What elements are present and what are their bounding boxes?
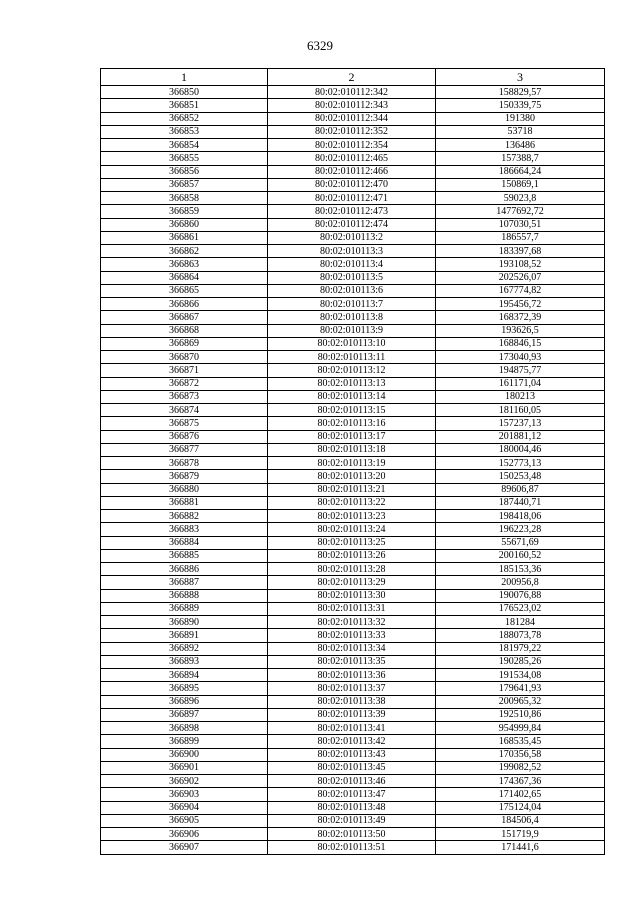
value-cell: 170356,58	[436, 748, 605, 761]
cadastral-number-cell: 80:02:010112:474	[268, 218, 436, 231]
value-cell: 53718	[436, 125, 605, 138]
value-cell: 180213	[436, 390, 605, 403]
cadastral-number-cell: 80:02:010113:23	[268, 510, 436, 523]
record-number-cell: 366850	[101, 86, 268, 99]
table-row	[101, 748, 605, 761]
table-row	[101, 602, 605, 615]
table-row	[101, 351, 605, 364]
cadastral-number-cell: 80:02:010112:470	[268, 178, 436, 191]
value-cell: 150339,75	[436, 99, 605, 112]
value-cell: 150869,1	[436, 178, 605, 191]
table-row	[101, 390, 605, 403]
cadastral-number-cell: 80:02:010113:25	[268, 536, 436, 549]
cadastral-number-cell: 80:02:010112:473	[268, 205, 436, 218]
value-cell: 168372,39	[436, 311, 605, 324]
registry-table	[100, 68, 605, 855]
table-row	[101, 496, 605, 509]
record-number-cell: 366854	[101, 139, 268, 152]
table-row	[101, 510, 605, 523]
cadastral-number-cell: 80:02:010113:42	[268, 735, 436, 748]
record-number-cell: 366858	[101, 192, 268, 205]
cadastral-number-cell: 80:02:010112:465	[268, 152, 436, 165]
value-cell: 191534,08	[436, 669, 605, 682]
table-row	[101, 761, 605, 774]
cadastral-number-cell: 80:02:010112:342	[268, 86, 436, 99]
record-number-cell: 366886	[101, 563, 268, 576]
cadastral-number-cell: 80:02:010113:5	[268, 271, 436, 284]
cadastral-number-cell: 80:02:010113:17	[268, 430, 436, 443]
record-number-cell: 366893	[101, 655, 268, 668]
value-cell: 181979,22	[436, 642, 605, 655]
cadastral-number-cell: 80:02:010113:11	[268, 351, 436, 364]
cadastral-number-cell: 80:02:010113:6	[268, 284, 436, 297]
value-cell: 89606,87	[436, 483, 605, 496]
cadastral-number-cell: 80:02:010112:466	[268, 165, 436, 178]
cadastral-number-cell: 80:02:010112:343	[268, 99, 436, 112]
table-row	[101, 165, 605, 178]
value-cell: 168846,15	[436, 337, 605, 350]
table-row	[101, 417, 605, 430]
value-cell: 186664,24	[436, 165, 605, 178]
record-number-cell: 366895	[101, 682, 268, 695]
record-number-cell: 366871	[101, 364, 268, 377]
cadastral-number-cell: 80:02:010112:352	[268, 125, 436, 138]
cadastral-number-cell: 80:02:010113:33	[268, 629, 436, 642]
value-cell: 192510,86	[436, 708, 605, 721]
value-cell: 136486	[436, 139, 605, 152]
table-row	[101, 337, 605, 350]
value-cell: 200965,32	[436, 695, 605, 708]
record-number-cell: 366891	[101, 629, 268, 642]
cadastral-number-cell: 80:02:010112:344	[268, 112, 436, 125]
table-row	[101, 364, 605, 377]
value-cell: 187440,71	[436, 496, 605, 509]
cadastral-number-cell: 80:02:010113:9	[268, 324, 436, 337]
record-number-cell: 366880	[101, 483, 268, 496]
table-body	[101, 69, 605, 855]
cadastral-number-cell: 80:02:010113:21	[268, 483, 436, 496]
table-row	[101, 629, 605, 642]
record-number-cell: 366888	[101, 589, 268, 602]
cadastral-number-cell: 80:02:010113:36	[268, 669, 436, 682]
record-number-cell: 366870	[101, 351, 268, 364]
record-number-cell: 366885	[101, 549, 268, 562]
value-cell: 161171,04	[436, 377, 605, 390]
table-row	[101, 311, 605, 324]
value-cell: 191380	[436, 112, 605, 125]
record-number-cell: 366883	[101, 523, 268, 536]
record-number-cell: 366882	[101, 510, 268, 523]
table-row	[101, 576, 605, 589]
cadastral-number-cell: 80:02:010113:48	[268, 801, 436, 814]
record-number-cell: 366904	[101, 801, 268, 814]
record-number-cell: 366859	[101, 205, 268, 218]
table-row	[101, 258, 605, 271]
record-number-cell: 366898	[101, 722, 268, 735]
cadastral-number-cell: 80:02:010113:41	[268, 722, 436, 735]
table-row	[101, 642, 605, 655]
record-number-cell: 366857	[101, 178, 268, 191]
cadastral-number-cell: 80:02:010113:29	[268, 576, 436, 589]
value-cell: 158829,57	[436, 86, 605, 99]
column-header-3: 3	[436, 69, 605, 86]
record-number-cell: 366865	[101, 284, 268, 297]
record-number-cell: 366897	[101, 708, 268, 721]
record-number-cell: 366852	[101, 112, 268, 125]
value-cell: 157388,7	[436, 152, 605, 165]
table-row	[101, 589, 605, 602]
record-number-cell: 366877	[101, 443, 268, 456]
table-row	[101, 563, 605, 576]
table-row	[101, 245, 605, 258]
record-number-cell: 366873	[101, 390, 268, 403]
record-number-cell: 366867	[101, 311, 268, 324]
cadastral-number-cell: 80:02:010113:50	[268, 828, 436, 841]
record-number-cell: 366863	[101, 258, 268, 271]
value-cell: 193626,5	[436, 324, 605, 337]
cadastral-number-cell: 80:02:010113:10	[268, 337, 436, 350]
value-cell: 202526,07	[436, 271, 605, 284]
cadastral-number-cell: 80:02:010113:26	[268, 549, 436, 562]
table-row	[101, 324, 605, 337]
value-cell: 196223,28	[436, 523, 605, 536]
table-row	[101, 470, 605, 483]
record-number-cell: 366884	[101, 536, 268, 549]
record-number-cell: 366861	[101, 231, 268, 244]
page-number: 6329	[307, 38, 333, 53]
table-row	[101, 271, 605, 284]
table-row	[101, 775, 605, 788]
record-number-cell: 366894	[101, 669, 268, 682]
value-cell: 188073,78	[436, 629, 605, 642]
table-row	[101, 443, 605, 456]
cadastral-number-cell: 80:02:010113:35	[268, 655, 436, 668]
table-row	[101, 669, 605, 682]
cadastral-number-cell: 80:02:010113:2	[268, 231, 436, 244]
table-row	[101, 708, 605, 721]
value-cell: 184506,4	[436, 814, 605, 827]
record-number-cell: 366899	[101, 735, 268, 748]
cadastral-number-cell: 80:02:010113:16	[268, 417, 436, 430]
table-row	[101, 814, 605, 827]
cadastral-number-cell: 80:02:010113:24	[268, 523, 436, 536]
cadastral-number-cell: 80:02:010113:19	[268, 457, 436, 470]
cadastral-number-cell: 80:02:010113:7	[268, 298, 436, 311]
cadastral-number-cell: 80:02:010113:3	[268, 245, 436, 258]
record-number-cell: 366860	[101, 218, 268, 231]
value-cell: 200956,8	[436, 576, 605, 589]
table-row	[101, 536, 605, 549]
value-cell: 199082,52	[436, 761, 605, 774]
table-row	[101, 801, 605, 814]
table-row	[101, 231, 605, 244]
cadastral-number-cell: 80:02:010113:15	[268, 404, 436, 417]
value-cell: 200160,52	[436, 549, 605, 562]
column-header-1: 1	[101, 69, 268, 86]
table-row	[101, 139, 605, 152]
table-row	[101, 298, 605, 311]
value-cell: 186557,7	[436, 231, 605, 244]
value-cell: 175124,04	[436, 801, 605, 814]
record-number-cell: 366869	[101, 337, 268, 350]
value-cell: 954999,84	[436, 722, 605, 735]
table-row	[101, 86, 605, 99]
cadastral-number-cell: 80:02:010113:31	[268, 602, 436, 615]
value-cell: 185153,36	[436, 563, 605, 576]
cadastral-number-cell: 80:02:010113:28	[268, 563, 436, 576]
value-cell: 168535,45	[436, 735, 605, 748]
cadastral-number-cell: 80:02:010113:18	[268, 443, 436, 456]
record-number-cell: 366874	[101, 404, 268, 417]
cadastral-number-cell: 80:02:010113:30	[268, 589, 436, 602]
cadastral-number-cell: 80:02:010112:354	[268, 139, 436, 152]
table-row	[101, 457, 605, 470]
cadastral-number-cell: 80:02:010113:49	[268, 814, 436, 827]
table-row	[101, 549, 605, 562]
record-number-cell: 366902	[101, 775, 268, 788]
value-cell: 173040,93	[436, 351, 605, 364]
table-row	[101, 377, 605, 390]
value-cell: 180004,46	[436, 443, 605, 456]
record-number-cell: 366892	[101, 642, 268, 655]
cadastral-number-cell: 80:02:010113:43	[268, 748, 436, 761]
record-number-cell: 366879	[101, 470, 268, 483]
column-header-2: 2	[268, 69, 436, 86]
cadastral-number-cell: 80:02:010113:37	[268, 682, 436, 695]
value-cell: 193108,52	[436, 258, 605, 271]
value-cell: 151719,9	[436, 828, 605, 841]
table-row	[101, 616, 605, 629]
cadastral-number-cell: 80:02:010113:47	[268, 788, 436, 801]
record-number-cell: 366878	[101, 457, 268, 470]
record-number-cell: 366876	[101, 430, 268, 443]
record-number-cell: 366901	[101, 761, 268, 774]
record-number-cell: 366905	[101, 814, 268, 827]
value-cell: 150253,48	[436, 470, 605, 483]
table-row	[101, 218, 605, 231]
record-number-cell: 366889	[101, 602, 268, 615]
value-cell: 181160,05	[436, 404, 605, 417]
value-cell: 55671,69	[436, 536, 605, 549]
table-row	[101, 152, 605, 165]
table-row	[101, 483, 605, 496]
table-row	[101, 828, 605, 841]
record-number-cell: 366887	[101, 576, 268, 589]
table-row	[101, 735, 605, 748]
value-cell: 1477692,72	[436, 205, 605, 218]
value-cell: 176523,02	[436, 602, 605, 615]
record-number-cell: 366856	[101, 165, 268, 178]
table-row	[101, 99, 605, 112]
record-number-cell: 366890	[101, 616, 268, 629]
record-number-cell: 366907	[101, 841, 268, 854]
record-number-cell: 366851	[101, 99, 268, 112]
value-cell: 201881,12	[436, 430, 605, 443]
cadastral-number-cell: 80:02:010113:38	[268, 695, 436, 708]
table-row	[101, 695, 605, 708]
record-number-cell: 366853	[101, 125, 268, 138]
record-number-cell: 366903	[101, 788, 268, 801]
record-number-cell: 366855	[101, 152, 268, 165]
record-number-cell: 366906	[101, 828, 268, 841]
table-row	[101, 404, 605, 417]
record-number-cell: 366881	[101, 496, 268, 509]
table-row	[101, 523, 605, 536]
value-cell: 171402,65	[436, 788, 605, 801]
cadastral-number-cell: 80:02:010113:20	[268, 470, 436, 483]
record-number-cell: 366896	[101, 695, 268, 708]
cadastral-number-cell: 80:02:010113:12	[268, 364, 436, 377]
record-number-cell: 366875	[101, 417, 268, 430]
value-cell: 157237,13	[436, 417, 605, 430]
cadastral-number-cell: 80:02:010113:13	[268, 377, 436, 390]
cadastral-number-cell: 80:02:010113:22	[268, 496, 436, 509]
table-row	[101, 112, 605, 125]
cadastral-number-cell: 80:02:010113:4	[268, 258, 436, 271]
value-cell: 183397,68	[436, 245, 605, 258]
value-cell: 198418,06	[436, 510, 605, 523]
value-cell: 190285,26	[436, 655, 605, 668]
cadastral-number-cell: 80:02:010113:46	[268, 775, 436, 788]
table-row	[101, 178, 605, 191]
cadastral-number-cell: 80:02:010113:34	[268, 642, 436, 655]
value-cell: 181284	[436, 616, 605, 629]
value-cell: 167774,82	[436, 284, 605, 297]
cadastral-number-cell: 80:02:010112:471	[268, 192, 436, 205]
value-cell: 59023,8	[436, 192, 605, 205]
cadastral-number-cell: 80:02:010113:32	[268, 616, 436, 629]
cadastral-number-cell: 80:02:010113:14	[268, 390, 436, 403]
table-row	[101, 192, 605, 205]
record-number-cell: 366862	[101, 245, 268, 258]
value-cell: 195456,72	[436, 298, 605, 311]
table-row	[101, 284, 605, 297]
record-number-cell: 366900	[101, 748, 268, 761]
record-number-cell: 366864	[101, 271, 268, 284]
cadastral-number-cell: 80:02:010113:8	[268, 311, 436, 324]
value-cell: 171441,6	[436, 841, 605, 854]
table-row	[101, 722, 605, 735]
table-row	[101, 841, 605, 854]
value-cell: 107030,51	[436, 218, 605, 231]
value-cell: 174367,36	[436, 775, 605, 788]
table-row	[101, 788, 605, 801]
value-cell: 179641,93	[436, 682, 605, 695]
table-row	[101, 125, 605, 138]
cadastral-number-cell: 80:02:010113:39	[268, 708, 436, 721]
value-cell: 194875,77	[436, 364, 605, 377]
record-number-cell: 366866	[101, 298, 268, 311]
record-number-cell: 366868	[101, 324, 268, 337]
table-row	[101, 655, 605, 668]
cadastral-number-cell: 80:02:010113:45	[268, 761, 436, 774]
table-row	[101, 682, 605, 695]
table-header-row	[101, 69, 605, 86]
record-number-cell: 366872	[101, 377, 268, 390]
value-cell: 190076,88	[436, 589, 605, 602]
table-row	[101, 430, 605, 443]
cadastral-number-cell: 80:02:010113:51	[268, 841, 436, 854]
table-row	[101, 205, 605, 218]
value-cell: 152773,13	[436, 457, 605, 470]
